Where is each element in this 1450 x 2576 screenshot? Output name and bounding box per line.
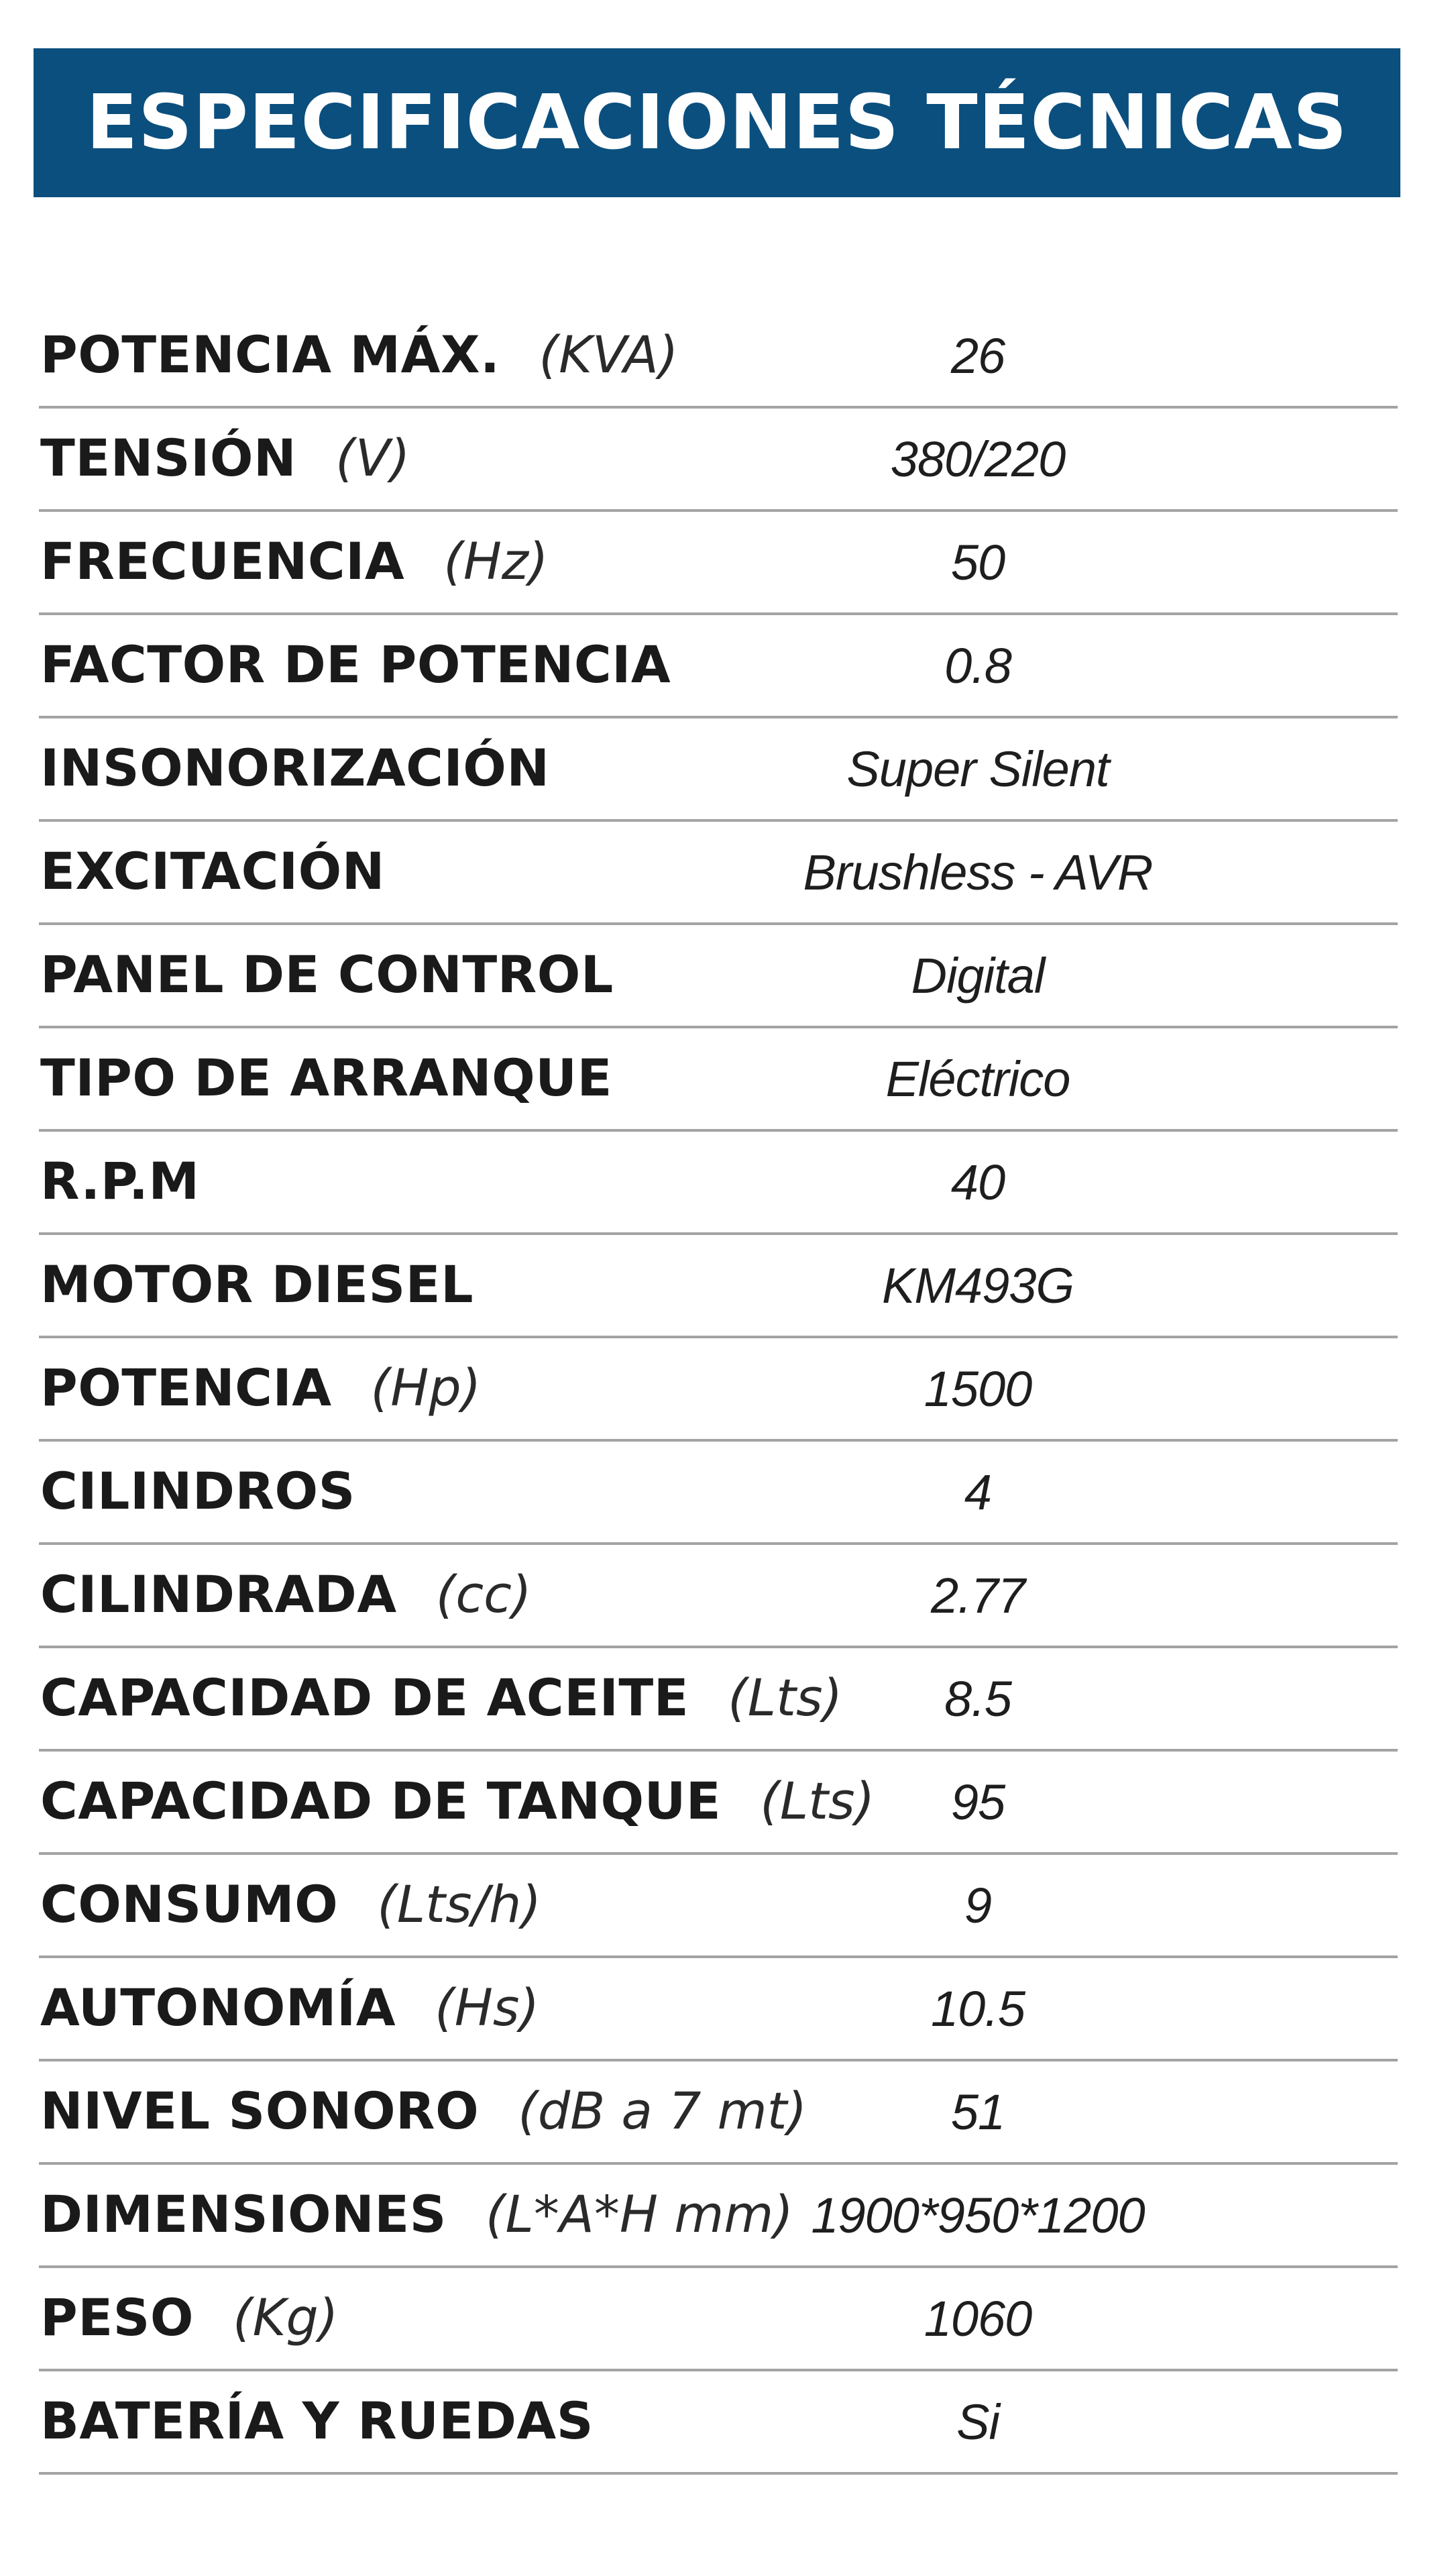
spec-name: R.P.M <box>40 1151 200 1211</box>
spec-value: 1900*950*1200 <box>811 2188 1145 2243</box>
spec-name: CONSUMO <box>40 1874 339 1934</box>
spec-value: 40 <box>950 1155 1005 1210</box>
spec-label-group <box>40 1461 355 1521</box>
spec-name: PANEL DE CONTROL <box>40 945 614 1004</box>
spec-row <box>39 1235 1398 1338</box>
spec-name: INSONORIZACIÓN <box>40 738 550 798</box>
spec-name: BATERÍA Y RUEDAS <box>40 2391 594 2451</box>
spec-label-group <box>40 1564 532 1624</box>
spec-unit: (Hp) <box>370 1358 482 1417</box>
spec-table <box>39 305 1398 2475</box>
spec-name: MOTOR DIESEL <box>40 1254 474 1314</box>
spec-label-group <box>40 945 614 1004</box>
spec-row <box>39 1752 1398 1855</box>
spec-unit: (KVA) <box>539 325 679 384</box>
spec-name: PESO <box>40 2288 194 2347</box>
spec-value: 1500 <box>924 1361 1032 1417</box>
spec-name: AUTONOMÍA <box>40 1978 396 2037</box>
spec-row <box>39 718 1398 822</box>
spec-label-group <box>40 428 410 488</box>
page-title: ESPECIFICACIONES TÉCNICAS <box>86 79 1348 166</box>
spec-row <box>39 822 1398 925</box>
spec-unit: (dB a 7 mt) <box>518 2081 807 2141</box>
spec-row <box>39 1028 1398 1132</box>
spec-label-group <box>40 531 549 591</box>
spec-label-group <box>40 1358 481 1417</box>
spec-label-group <box>40 841 385 901</box>
spec-value: 95 <box>950 1774 1005 1830</box>
spec-row <box>39 1132 1398 1235</box>
spec-label-group <box>40 1874 541 1934</box>
spec-row <box>39 2165 1398 2268</box>
spec-value: 1060 <box>924 2291 1032 2347</box>
spec-value: 51 <box>950 2084 1005 2140</box>
spec-name: DIMENSIONES <box>40 2184 447 2244</box>
spec-name: CILINDROS <box>40 1461 355 1521</box>
spec-unit: (Lts) <box>728 1668 843 1727</box>
spec-unit: (V) <box>335 428 410 488</box>
spec-label-group <box>40 1151 200 1211</box>
spec-label-group <box>40 325 678 384</box>
title-banner <box>34 48 1400 197</box>
spec-value: Eléctrico <box>885 1051 1070 1107</box>
spec-unit: (Hz) <box>443 531 549 591</box>
spec-value: Si <box>956 2394 999 2450</box>
spec-label-group <box>40 738 549 798</box>
spec-unit: (L*A*H mm) <box>485 2184 793 2244</box>
spec-name: FRECUENCIA <box>40 531 405 591</box>
spec-row <box>39 1442 1398 1545</box>
spec-value: Brushless - AVR <box>803 845 1153 900</box>
spec-row <box>39 512 1398 615</box>
spec-name: CAPACIDAD DE ACEITE <box>40 1668 689 1727</box>
spec-value: KM493G <box>881 1258 1074 1313</box>
spec-name: POTENCIA <box>40 1358 332 1417</box>
spec-value: 2.77 <box>930 1568 1025 1623</box>
spec-label-group <box>40 1978 539 2037</box>
spec-unit: (cc) <box>435 1564 532 1624</box>
spec-name: TIPO DE ARRANQUE <box>40 1048 612 1108</box>
spec-value: 9 <box>964 1878 992 1933</box>
spec-name: CAPACIDAD DE TANQUE <box>40 1771 722 1831</box>
spec-unit: (Hs) <box>435 1978 540 2037</box>
spec-row <box>39 2061 1398 2165</box>
spec-value: 0.8 <box>944 638 1011 694</box>
spec-row <box>39 1648 1398 1752</box>
spec-row <box>39 1338 1398 1442</box>
spec-label-group <box>40 2081 807 2141</box>
spec-row <box>39 409 1398 512</box>
spec-row <box>39 615 1398 718</box>
spec-value: 4 <box>964 1464 992 1520</box>
spec-unit: (Kg) <box>232 2288 339 2347</box>
spec-label-group <box>40 1254 473 1314</box>
spec-row <box>39 2371 1398 2475</box>
spec-value: Super Silent <box>846 741 1109 797</box>
spec-row <box>39 1958 1398 2061</box>
spec-label-group <box>40 635 671 694</box>
spec-name: TENSIÓN <box>40 428 297 488</box>
spec-label-group <box>40 1048 612 1108</box>
spec-row <box>39 925 1398 1028</box>
spec-name: NIVEL SONORO <box>40 2081 480 2141</box>
spec-name: CILINDRADA <box>40 1564 397 1624</box>
spec-name: FACTOR DE POTENCIA <box>40 635 671 694</box>
spec-label-group <box>40 2184 793 2244</box>
spec-row <box>39 2268 1398 2371</box>
spec-name: EXCITACIÓN <box>40 841 385 901</box>
spec-value: 26 <box>950 328 1005 384</box>
spec-name: POTENCIA MÁX. <box>40 325 500 384</box>
spec-unit: (Lts) <box>760 1771 875 1831</box>
spec-value: Digital <box>911 948 1045 1004</box>
spec-value: 10.5 <box>930 1981 1025 2037</box>
spec-row <box>39 305 1398 409</box>
spec-value: 50 <box>950 535 1005 590</box>
spec-unit: (Lts/h) <box>377 1874 541 1934</box>
spec-row <box>39 1855 1398 1958</box>
spec-value: 380/220 <box>890 431 1066 487</box>
spec-label-group <box>40 2391 594 2451</box>
spec-value: 8.5 <box>944 1671 1011 1727</box>
spec-row <box>39 1545 1398 1648</box>
spec-label-group <box>40 2288 338 2347</box>
